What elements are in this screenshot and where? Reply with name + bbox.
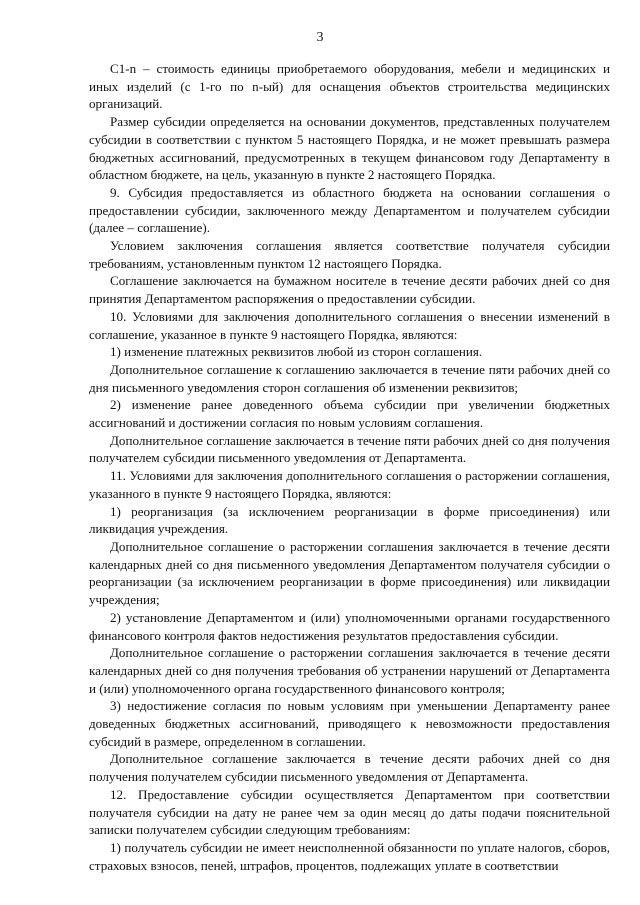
paragraph-clause-10-item-1-term: Дополнительное соглашение к соглашению заключается в течение пяти рабочих дней со дня письменного уведомления сторон соглашения об изменении реквизитов; — [89, 361, 610, 395]
paragraph-clause-11-item-1-term: Дополнительное соглашение о расторжении соглашения заключается в течение десяти календарных дней со дня письменного уведомления Департаментом получателя субсидии о реорганизации (за исключением реорганизации в форме присоединения) или ликвидации учреждения; — [89, 538, 610, 608]
paragraph-clause-12: 12. Предоставление субсидии осуществляется Департаментом при соответствии получателя субсидии на дату не ранее чем за один месяц до даты подачи пояснительной записки получателем субсидии следующим требованиям: — [89, 786, 610, 838]
paragraph-clause-11-item-2-term: Дополнительное соглашение о расторжении соглашения заключается в течение десяти календарных дней со дня получения требования об устранении нарушений от Департамента и (или) уполномоченного органа государственного финансового контроля; — [89, 645, 610, 696]
paragraph-clause-10-item-1: 1) изменение платежных реквизитов любой из сторон соглашения. — [110, 344, 483, 360]
paragraph-clause-11-item-1: 1) реорганизация (за исключением реорганизации в форме присоединения) или ликвидация учреждения. — [89, 503, 610, 537]
paragraph-clause-10: 10. Условиями для заключения дополнительного соглашения о внесении изменений в соглашение, указанное в пункте 9 настоящего Порядка, являются: — [89, 308, 610, 342]
paragraph-agreement-term: Соглашение заключается на бумажном носителе в течение десяти рабочих дней со дня принятия Департаментом распоряжения о предоставлении субсидии. — [89, 273, 610, 307]
page-number: 3 — [316, 30, 324, 45]
paragraph-agreement-condition: Условием заключения соглашения является соответствие получателя субсидии требованиям, установленным пунктом 12 настоящего Порядка. — [89, 238, 610, 271]
paragraph-clause-11-item-3-term: Дополнительное соглашение заключается в течение десяти рабочих дней со дня получения получателем субсидии письменного уведомления от Департамента. — [89, 751, 610, 785]
paragraph-clause-10-item-2-term: Дополнительное соглашение заключается в течение пяти рабочих дней со дня получения получателем субсидии письменного уведомления от Департамента. — [89, 432, 610, 466]
document-body — [89, 60, 610, 874]
paragraph-clause-11: 11. Условиями для заключения дополнительного соглашения о расторжении соглашения, указанного в пункте 9 настоящего Порядка, являются: — [89, 468, 610, 501]
paragraph-subsidy-size: Размер субсидии определяется на основании документов, представленных получателем субсидии в соответствии с пунктом 5 настоящего Порядка, и не может превышать размера бюджетных ассигнований, предусмотренных в текущем финансовом году Департаменту в областном бюджете, на цель, указанную в пункте 2 настоящего Порядка. — [89, 114, 610, 183]
paragraph-clause-9: 9. Субсидия предоставляется из областного бюджета на основании соглашения о предоставлении субсидии, заключенного между Департаментом и получателем субсидии (далее – соглашение). — [89, 184, 610, 236]
paragraph-clause-11-item-2: 2) установление Департаментом и (или) уполномоченными органами государственного финансового контроля фактов недостижения результатов предоставления субсидии. — [89, 609, 610, 643]
paragraph-formula-legend: C1-n – стоимость единицы приобретаемого оборудования, мебели и медицинских и иных изделий (с 1-го по n-ый) для оснащения объектов строительства медицинских организаций. — [89, 61, 610, 112]
paragraph-clause-11-item-3: 3) недостижение согласия по новым условиям при уменьшении Департаменту ранее доведенных бюджетных ассигнований, приводящего к невозможности предоставления субсидий в размере, определенном в соглашении. — [89, 698, 610, 749]
paragraph-clause-10-item-2: 2) изменение ранее доведенного объема субсидии при увеличении бюджетных ассигнований и достижении согласия по новым условиям соглашения. — [89, 397, 610, 431]
paragraph-clause-12-item-1: 1) получатель субсидии не имеет неисполненной обязанности по уплате налогов, сборов, страховых взносов, пеней, штрафов, процентов, подлежащих уплате в соответствии — [89, 839, 610, 873]
